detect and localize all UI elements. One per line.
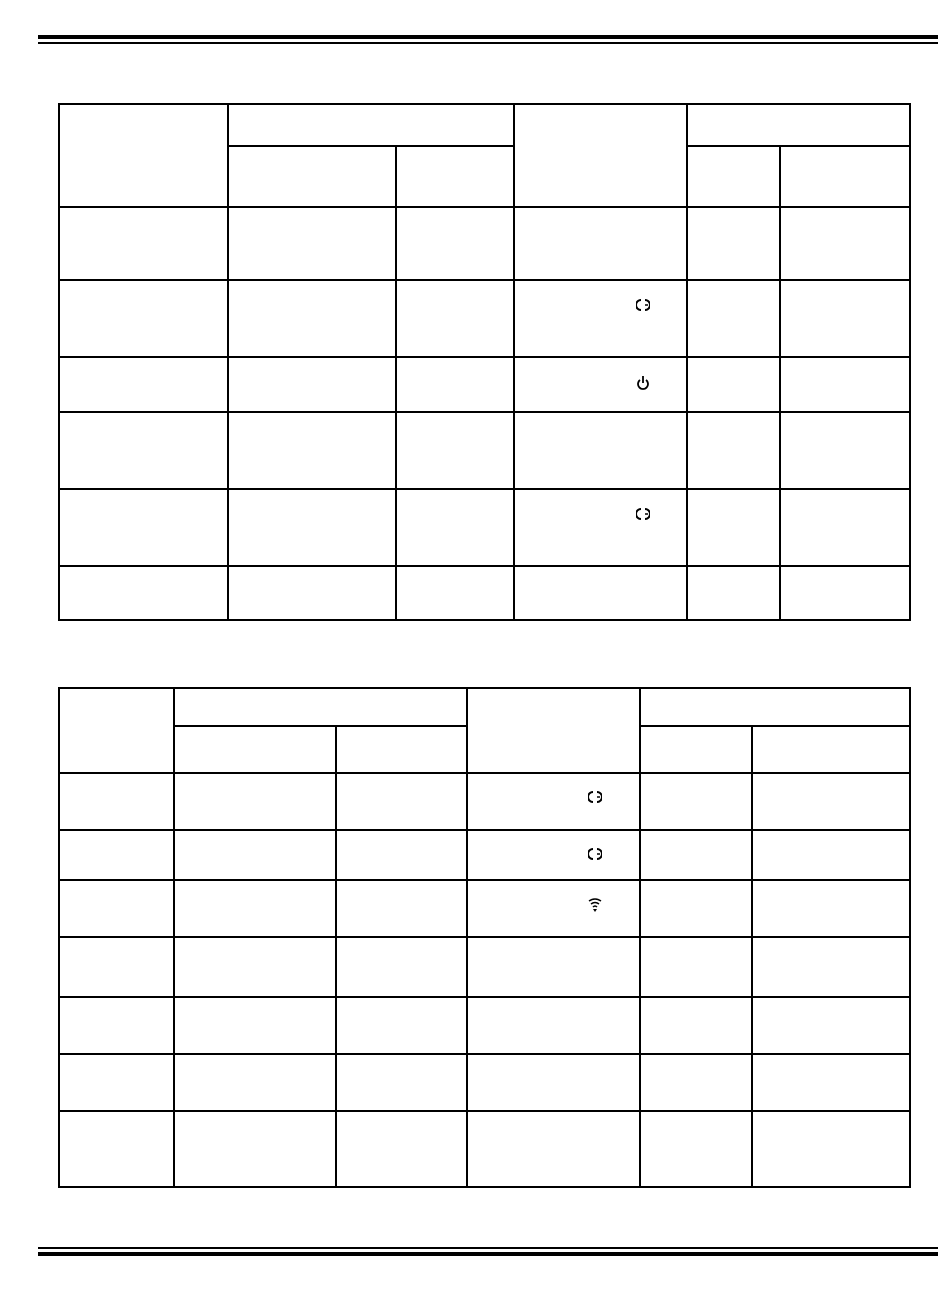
table-cell — [396, 280, 514, 357]
table-cell — [396, 412, 514, 489]
table-cell — [780, 412, 910, 489]
table-cell — [228, 566, 396, 620]
table-cell — [467, 880, 640, 937]
ring-icon — [588, 790, 602, 804]
table-cell — [514, 207, 687, 280]
table-cell — [336, 1111, 467, 1187]
table-cell — [514, 489, 687, 566]
table-cell — [396, 357, 514, 412]
table-cell — [752, 830, 910, 880]
header-rule-thin — [38, 42, 938, 44]
table-cell — [640, 937, 752, 997]
table-cell — [687, 357, 780, 412]
table-cell — [640, 880, 752, 937]
table-cell — [687, 280, 780, 357]
header-cell — [59, 688, 174, 773]
table-cell — [59, 937, 174, 997]
table-cell — [59, 1054, 174, 1111]
power-icon — [636, 375, 650, 391]
table-cell — [640, 997, 752, 1054]
signal-icon — [588, 897, 602, 913]
table-cell — [174, 1054, 336, 1111]
table-cell — [752, 997, 910, 1054]
table-cell — [59, 1111, 174, 1187]
header-cell — [59, 104, 228, 207]
table-cell — [228, 357, 396, 412]
table-cell — [59, 280, 228, 357]
table-header-row — [59, 104, 910, 146]
table-cell — [228, 412, 396, 489]
subheader-cell — [687, 146, 780, 207]
table-row — [59, 357, 910, 412]
table-cell — [514, 357, 687, 412]
table-cell — [467, 1111, 640, 1187]
table-cell — [780, 280, 910, 357]
table-row — [59, 566, 910, 620]
table-cell — [467, 997, 640, 1054]
table-cell — [59, 357, 228, 412]
table-cell — [687, 566, 780, 620]
table-cell — [752, 1111, 910, 1187]
table-cell — [174, 937, 336, 997]
table-cell — [336, 830, 467, 880]
table-header-row — [59, 688, 910, 726]
table-cell — [174, 773, 336, 830]
table-cell — [228, 489, 396, 566]
table-cell — [780, 357, 910, 412]
table-row — [59, 412, 910, 489]
table-cell — [59, 880, 174, 937]
table-cell — [228, 207, 396, 280]
table-cell — [59, 412, 228, 489]
table-cell — [59, 773, 174, 830]
table-cell — [396, 566, 514, 620]
table-cell — [752, 773, 910, 830]
table-cell — [640, 1054, 752, 1111]
table-cell — [640, 830, 752, 880]
header-cell — [687, 104, 910, 146]
table-cell — [174, 830, 336, 880]
table-cell — [336, 937, 467, 997]
table-row — [59, 997, 910, 1054]
header-cell — [640, 688, 910, 726]
table-cell — [687, 489, 780, 566]
header-cell — [467, 688, 640, 773]
subheader-cell — [780, 146, 910, 207]
table-2 — [58, 687, 911, 1188]
table-cell — [59, 830, 174, 880]
table-cell — [174, 997, 336, 1054]
footer-rule-thick — [38, 1252, 938, 1256]
table-row — [59, 773, 910, 830]
table-cell — [336, 773, 467, 830]
table-cell — [228, 280, 396, 357]
subheader-cell — [336, 726, 467, 773]
subheader-cell — [640, 726, 752, 773]
table-cell — [59, 489, 228, 566]
table-cell — [752, 937, 910, 997]
subheader-cell — [174, 726, 336, 773]
table-cell — [780, 489, 910, 566]
ring-icon — [588, 847, 602, 861]
table-cell — [752, 1054, 910, 1111]
table-cell — [174, 1111, 336, 1187]
table-cell — [752, 880, 910, 937]
table-cell — [336, 880, 467, 937]
subheader-cell — [752, 726, 910, 773]
table-cell — [336, 1054, 467, 1111]
table-cell — [174, 880, 336, 937]
table-cell — [514, 280, 687, 357]
table-cell — [780, 207, 910, 280]
table-cell — [59, 566, 228, 620]
table-1 — [58, 103, 911, 621]
table-cell — [687, 412, 780, 489]
table-row — [59, 1111, 910, 1187]
table-row — [59, 280, 910, 357]
ring-icon — [636, 507, 650, 521]
table-cell — [336, 997, 467, 1054]
table-cell — [687, 207, 780, 280]
table-row — [59, 1054, 910, 1111]
table-cell — [780, 566, 910, 620]
subheader-cell — [396, 146, 514, 207]
table-cell — [514, 566, 687, 620]
table-row — [59, 489, 910, 566]
table-cell — [467, 937, 640, 997]
table-row — [59, 937, 910, 997]
table-cell — [640, 1111, 752, 1187]
table-cell — [396, 207, 514, 280]
table-row — [59, 830, 910, 880]
footer-rule-thin — [38, 1247, 938, 1249]
table-cell — [514, 412, 687, 489]
header-cell — [514, 104, 687, 207]
table-cell — [396, 489, 514, 566]
table-cell — [640, 773, 752, 830]
table-row — [59, 880, 910, 937]
table-cell — [59, 997, 174, 1054]
ring-icon — [636, 298, 650, 312]
header-cell — [174, 688, 467, 726]
header-rule-thick — [38, 35, 938, 39]
subheader-cell — [228, 146, 396, 207]
table-row — [59, 207, 910, 280]
table-cell — [59, 207, 228, 280]
table-cell — [467, 830, 640, 880]
table-cell — [467, 1054, 640, 1111]
table-cell — [467, 773, 640, 830]
header-cell — [228, 104, 514, 146]
